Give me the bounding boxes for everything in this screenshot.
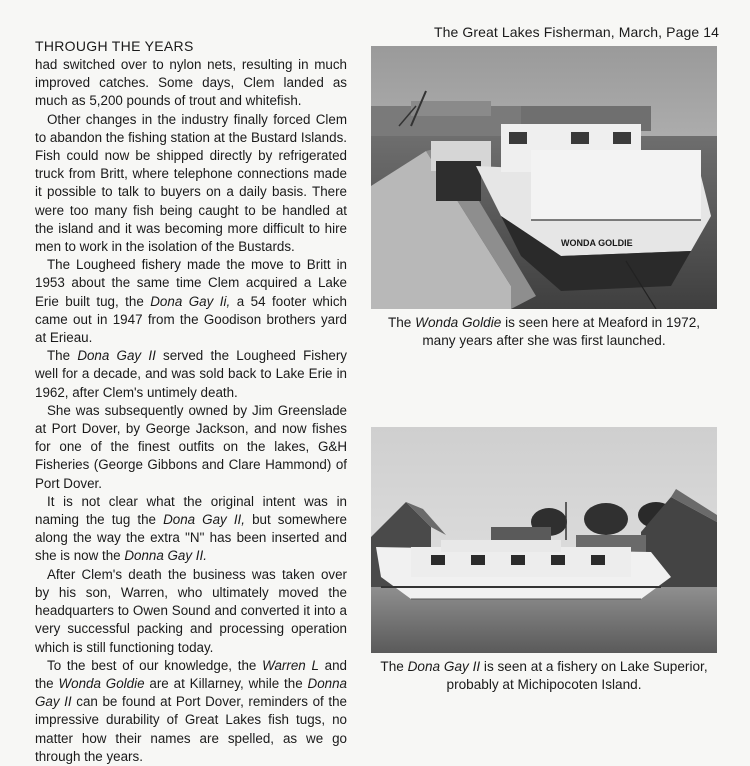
article-paragraph: After Clem's death the business was taken over by his son, Warren, who ultimately moved the headquarters to Owen Sound and converted it into a very successful packing and processing operation which is still functioning today.: [35, 566, 347, 655]
article-paragraph: The Lougheed fishery made the move to Britt in 1953 about the same time Clem acquired a Lake Erie built tug, the Dona Gay Ii, a 54 footer which came out in 1947 from the Goodison brothers yard at Erieau.: [35, 257, 347, 346]
section-title: THROUGH THE YEARS: [35, 38, 194, 54]
photo-dona-gay: [371, 427, 717, 653]
hull-name-label: WONDA GOLDIE: [561, 238, 633, 248]
photo-caption: The Wonda Goldie is seen here at Meaford in 1972, many years after she was first launched.: [387, 315, 701, 348]
article-paragraph: had switched over to nylon nets, resulting in much improved catches. Some days, Clem landed as much as 5,200 pounds of trout and whitefish.: [35, 57, 347, 109]
photo-wonda-goldie: [371, 46, 717, 309]
publication-header: The Great Lakes Fisherman, March, Page 14: [433, 24, 719, 40]
photo-caption: The Dona Gay II is seen at a fishery on Lake Superior, probably at Michipocoten Island.: [380, 659, 708, 692]
photo-dona-gay-image: [371, 427, 717, 653]
article-paragraph: She was subsequently owned by Jim Greenslade at Port Dover, by George Jackson, and now fishes for one of the finest outfits on the lakes, G&H Fisheries (George Gibbons and Clare Hammond) of Port Dover.: [35, 402, 347, 491]
article-paragraph: It is not clear what the original intent was in naming the tug the Dona Gay II, but somewhere along the way the extra "N" has been inserted and she is now the Donna Gay II.: [35, 493, 347, 564]
article-paragraph: The Dona Gay II served the Lougheed Fishery well for a decade, and was sold back to Lake Erie in 1962, after Clem's untimely death.: [35, 348, 348, 400]
article-paragraph: Other changes in the industry finally forced Clem to abandon the fishing station at the Bustard Islands. Fish could now be shipped directly by refrigerated truck from Britt, where telephone connections made it possible to talk to buyers on a daily basis. There were too many fish being caught to be handled at the island and it was becoming more difficult to hire men to work in the isolation of the Bustards.: [35, 111, 347, 255]
article-paragraph: To the best of our knowledge, the Warren L and the Wonda Goldie are at Killarney, while the Donna Gay II can be found at Port Dover, reminders of the impressive durability of Great Lakes fish tugs, no matter how their names are spelled, as we go through the years.: [35, 657, 347, 764]
article-body: [35, 56, 347, 766]
photo-wonda-goldie-image: [371, 46, 717, 309]
